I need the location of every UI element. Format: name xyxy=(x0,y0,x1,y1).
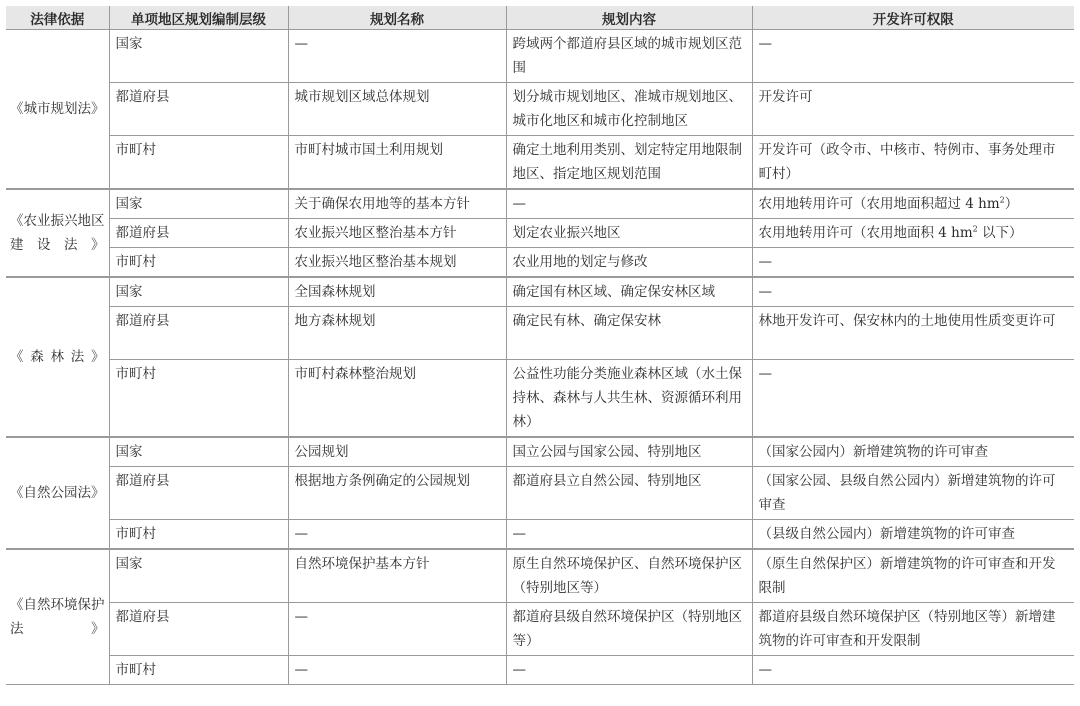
plan-content-cell: 划定农业振兴地区 xyxy=(506,219,752,248)
permit-cell: — xyxy=(752,30,1074,83)
level-cell: 市町村 xyxy=(109,248,288,278)
plan-content-cell: — xyxy=(506,520,752,550)
plan-name-cell: — xyxy=(288,656,506,685)
permit-cell: （原生自然保护区）新增建筑物的许可审查和开发限制 xyxy=(752,549,1074,603)
permit-cell: — xyxy=(752,277,1074,307)
table-row xyxy=(6,656,1074,685)
superscript: 2 xyxy=(972,224,978,234)
header-plan-content: 规划内容 xyxy=(506,6,752,30)
permit-cell xyxy=(752,219,1074,248)
permit-cell: （县级自然公园内）新增建筑物的许可审查 xyxy=(752,520,1074,550)
plan-name-cell: 市町村森林整治规划 xyxy=(288,360,506,438)
level-cell: 市町村 xyxy=(109,360,288,438)
superscript: 2 xyxy=(999,195,1005,205)
plan-content-cell: — xyxy=(506,189,752,219)
level-cell: 都道府县 xyxy=(109,83,288,136)
law-cell: 《农业振兴地区建设法》 xyxy=(6,189,109,277)
header-row xyxy=(6,6,1074,30)
table-row xyxy=(6,219,1074,248)
table-row xyxy=(6,520,1074,550)
plan-name-cell: 公园规划 xyxy=(288,437,506,467)
law-cell: 《城市规划法》 xyxy=(6,30,109,190)
table-row xyxy=(6,307,1074,360)
permit-cell: 都道府县级自然环境保护区（特别地区等）新增建筑物的许可审查和开发限制 xyxy=(752,603,1074,656)
level-cell: 市町村 xyxy=(109,520,288,550)
plan-name-cell: — xyxy=(288,520,506,550)
level-cell: 国家 xyxy=(109,549,288,603)
header-plan-name: 规划名称 xyxy=(288,6,506,30)
plan-content-cell: 都道府县立自然公园、特别地区 xyxy=(506,467,752,520)
table-row xyxy=(6,189,1074,219)
plan-name-cell: 农业振兴地区整治基本方针 xyxy=(288,219,506,248)
table-row xyxy=(6,360,1074,438)
table-row xyxy=(6,83,1074,136)
table-row xyxy=(6,549,1074,603)
header-law: 法律依据 xyxy=(6,6,109,30)
level-cell: 都道府县 xyxy=(109,467,288,520)
table-row xyxy=(6,603,1074,656)
table-row xyxy=(6,248,1074,278)
regulation-table xyxy=(6,6,1074,685)
table-row xyxy=(6,136,1074,190)
plan-content-cell: — xyxy=(506,656,752,685)
permit-text: 农用地转用许可（农用地面积超过 4 hm xyxy=(758,196,1000,212)
permit-text: 农用地转用许可（农用地面积 4 hm xyxy=(758,225,973,241)
plan-name-cell: 农业振兴地区整治基本规划 xyxy=(288,248,506,278)
permit-cell: 开发许可（政令市、中核市、特例市、事务处理市町村） xyxy=(752,136,1074,190)
header-permit: 开发许可权限 xyxy=(752,6,1074,30)
plan-content-cell: 农业用地的划定与修改 xyxy=(506,248,752,278)
plan-name-cell: — xyxy=(288,603,506,656)
level-cell: 市町村 xyxy=(109,136,288,190)
level-cell: 国家 xyxy=(109,437,288,467)
permit-cell: （国家公园内）新增建筑物的许可审查 xyxy=(752,437,1074,467)
plan-content-cell: 公益性功能分类施业森林区域（水土保持林、森林与人共生林、资源循环利用林） xyxy=(506,360,752,438)
permit-cell xyxy=(752,189,1074,219)
table-row xyxy=(6,277,1074,307)
plan-name-cell: 市町村城市国土利用规划 xyxy=(288,136,506,190)
level-cell: 都道府县 xyxy=(109,219,288,248)
plan-content-cell: 跨域两个都道府县区域的城市规划区范围 xyxy=(506,30,752,83)
law-cell: 《自然环境保护法》 xyxy=(6,549,109,685)
table-row xyxy=(6,30,1074,83)
plan-name-cell: 地方森林规划 xyxy=(288,307,506,360)
plan-content-cell: 原生自然环境保护区、自然环境保护区（特别地区等） xyxy=(506,549,752,603)
plan-content-cell: 确定土地利用类别、划定特定用地限制地区、指定地区规划范围 xyxy=(506,136,752,190)
plan-name-cell: 根据地方条例确定的公园规划 xyxy=(288,467,506,520)
law-cell: 《自然公园法》 xyxy=(6,437,109,549)
level-cell: 国家 xyxy=(109,277,288,307)
permit-cell: — xyxy=(752,360,1074,438)
level-cell: 都道府县 xyxy=(109,603,288,656)
plan-content-cell: 国立公园与国家公园、特别地区 xyxy=(506,437,752,467)
table-row xyxy=(6,437,1074,467)
plan-name-cell: 自然环境保护基本方针 xyxy=(288,549,506,603)
plan-content-cell: 确定国有林区域、确定保安林区域 xyxy=(506,277,752,307)
permit-cell: （国家公园、县级自然公园内）新增建筑物的许可审查 xyxy=(752,467,1074,520)
permit-cell: 开发许可 xyxy=(752,83,1074,136)
plan-name-cell: — xyxy=(288,30,506,83)
header-level: 单项地区规划编制层级 xyxy=(109,6,288,30)
permit-cell: — xyxy=(752,656,1074,685)
table-row xyxy=(6,467,1074,520)
permit-cell: 林地开发许可、保安林内的土地使用性质变更许可 xyxy=(752,307,1074,360)
plan-name-cell: 城市规划区域总体规划 xyxy=(288,83,506,136)
level-cell: 国家 xyxy=(109,189,288,219)
permit-text: 以下） xyxy=(977,225,1023,241)
plan-name-cell: 关于确保农用地等的基本方针 xyxy=(288,189,506,219)
permit-text: ） xyxy=(1004,196,1019,212)
plan-content-cell: 划分城市规划地区、准城市规划地区、城市化地区和城市化控制地区 xyxy=(506,83,752,136)
plan-name-cell: 全国森林规划 xyxy=(288,277,506,307)
plan-content-cell: 都道府县级自然环境保护区（特别地区等） xyxy=(506,603,752,656)
plan-content-cell: 确定民有林、确定保安林 xyxy=(506,307,752,360)
level-cell: 都道府县 xyxy=(109,307,288,360)
level-cell: 市町村 xyxy=(109,656,288,685)
law-cell: 《森林法》 xyxy=(6,277,109,437)
permit-cell: — xyxy=(752,248,1074,278)
level-cell: 国家 xyxy=(109,30,288,83)
